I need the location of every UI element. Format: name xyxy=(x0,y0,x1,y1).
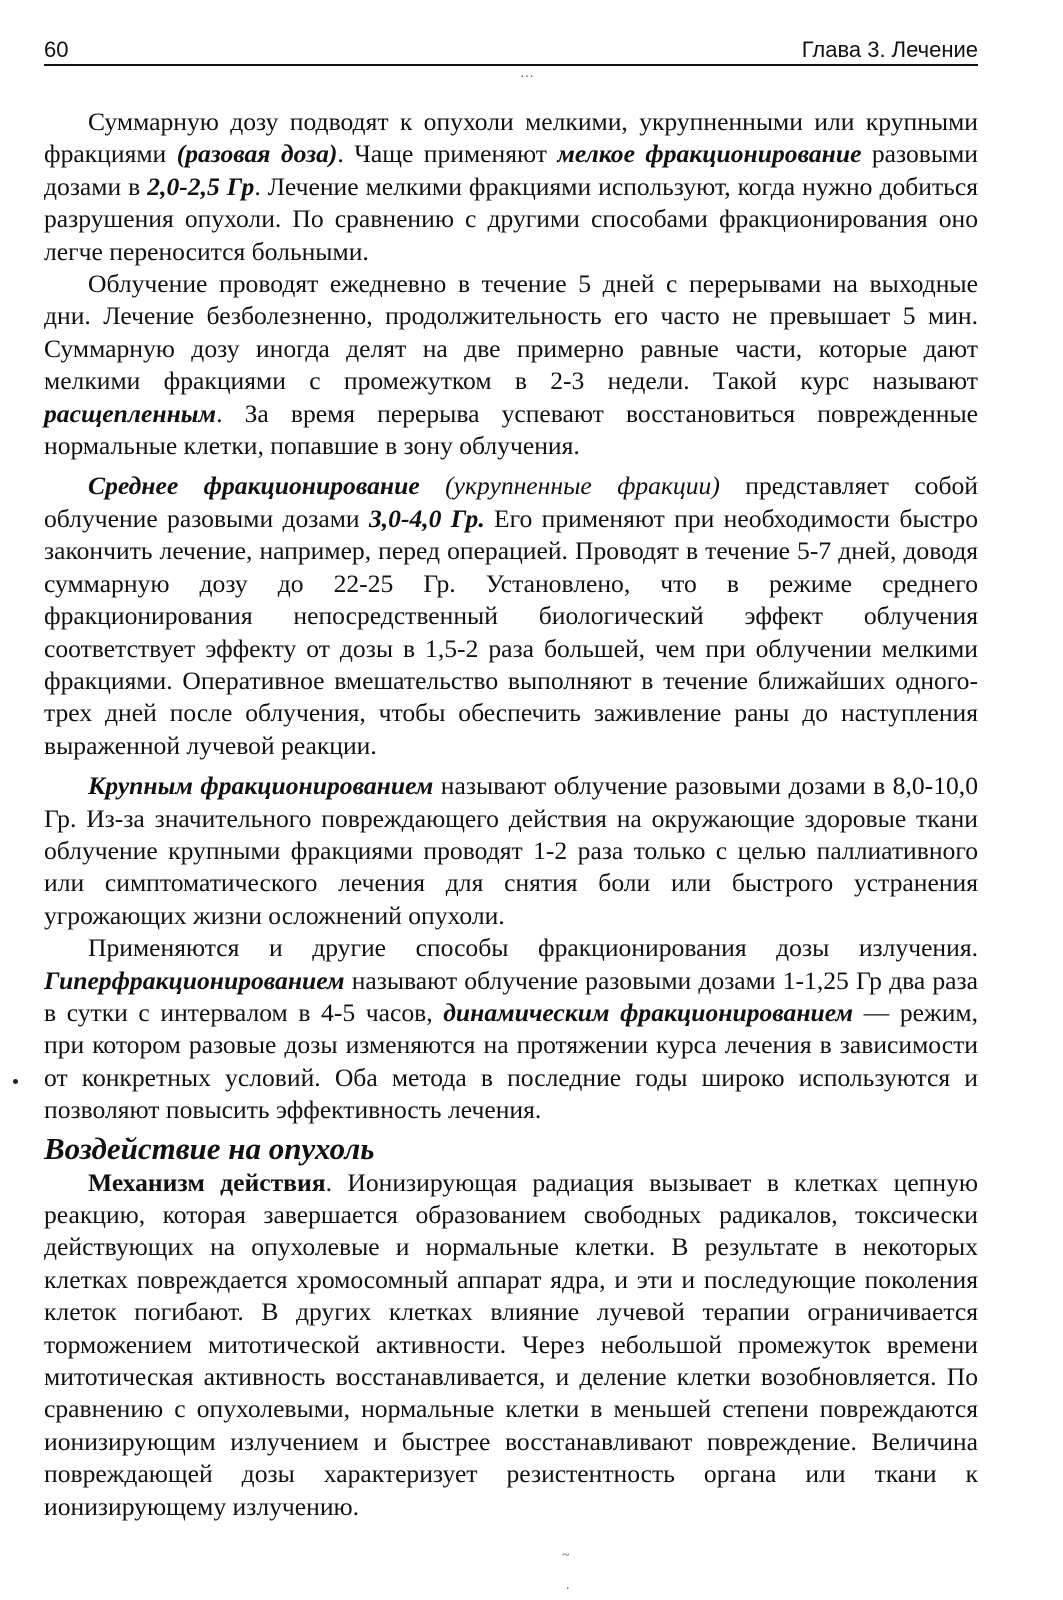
bold-term: Механизм действия xyxy=(88,1167,326,1197)
text-run: называют облучение разовыми дозами в 8,0-10,0 Гр. Из-за значительного повреждающего действия на окружающие здоровые ткани облучение крупными фракциями проводят 1-2 раза только с целью паллиативного или симптоматического лечения для снятия боли или быстрого устранения угрожающих жизни осложнений опухоли. xyxy=(44,771,978,930)
emphasis-term: расщепленным xyxy=(44,398,217,428)
paragraph-mechanism xyxy=(44,1167,978,1523)
page-number: 60 xyxy=(44,37,69,62)
text-run: Применяются и другие способы фракционирования дозы излучения. xyxy=(88,933,978,963)
paragraph-large-fractionation xyxy=(44,770,978,932)
emphasis-term: 2,0-2,5 Гр xyxy=(147,171,255,201)
paragraph-medium-fractionation xyxy=(44,470,978,762)
scan-artifact-mark: ··· xyxy=(520,70,534,85)
paragraph-daily-irradiation xyxy=(44,268,978,462)
text-run: . За время перерыва успевают восстановиться поврежденные нормальные клетки, попавшие в зону облучения. xyxy=(44,398,978,461)
text-run: разовыми дозами в xyxy=(44,139,978,201)
emphasis-term: мелкое фракционирование xyxy=(557,139,862,169)
text-run: . Чаще применяют xyxy=(337,139,558,169)
emphasis-term: (разовая доза) xyxy=(176,139,338,169)
main-text xyxy=(44,106,978,1523)
text-run: . Ионизирующая радиация вызывает в клетках цепную реакцию, которая завершается образованием свободных радикалов, токсически действующих на опухолевые и нормальные клетки. В результате в некоторых клетках повреждается хромосомный аппарат ядра, и эти и последующие поколения клеток погибают. В других клетках влияние лучевой терапии ограничивается торможением митотической активности. Через небольшой промежуток времени митотическая активность восстанавливается, и деление клетки возобновляется. По сравнению с опухолевыми, нормальные клетки в меньшей степени повреждаются ионизирующим излучением и быстрее восстанавливают повреждение. Величина повреждающей дозы характеризует резистентность органа или ткани к ионизирующему излучению. xyxy=(44,1167,978,1521)
page-header xyxy=(44,30,978,66)
text-run: . Лечение мелкими фракциями используют, когда нужно добиться разрушения опухоли. По сравнению с другими способами фракционирования оно легче переносится больными. xyxy=(44,171,978,266)
emphasis-term: динамическим фракционированием xyxy=(443,997,854,1027)
text-run: Облучение проводят ежедневно в течение 5 дней с перерывами на выходные дни. Лечение безболезненно, продолжительность его часто не превышает 5 мин. Суммарную дозу иногда делят на две примерно равные части, которые дают мелкими фракциями с промежутком в 2-3 недели. Такой курс называют xyxy=(44,269,978,396)
margin-dot-mark xyxy=(13,1079,18,1084)
paragraph-total-dose xyxy=(44,106,978,268)
emphasis-term: Гиперфракционированием xyxy=(44,965,345,995)
emphasis-term: Крупным фракционированием xyxy=(88,771,434,801)
text-run: называют облучение разовыми дозами 1-1,25 Гр два раза в сутки с интервалом в 4-5 часов, xyxy=(44,965,978,1027)
text-run: представляет собой облучение разовыми дозами xyxy=(44,471,978,533)
scan-artifact-mark: . xyxy=(566,1578,570,1593)
section-title: Воздействие на опухоль xyxy=(44,1130,375,1166)
text-run: Суммарную дозу подводят к опухоли мелкими, укрупненными или крупными фракциями xyxy=(44,107,978,169)
paragraph-other-methods xyxy=(44,932,978,1126)
text-run: — режим, при котором разовые дозы изменяются на протяжении курса лечения в зависимости от конкретных условий. Оба метода в последние годы широко используются и позволяют повысить эффективность лечения. xyxy=(44,997,978,1125)
scan-artifact-mark: ~ xyxy=(562,1548,570,1563)
emphasis-term: Среднее фракционирование xyxy=(88,471,420,501)
book-page xyxy=(44,30,978,1523)
running-title: Глава 3. Лечение xyxy=(801,37,978,62)
emphasis-term: 3,0-4,0 Гр. xyxy=(368,503,485,533)
italic-term: (укрупненные фракции) xyxy=(419,471,720,501)
text-run: Его применяют при необходимости быстро закончить лечение, например, перед операцией. Проводят в течение 5-7 дней, доводя суммарную дозу до 22-25 Гр. Установлено, что в режиме среднего фракционирования непосредственный биологический эффект облучения соответствует эффекту от дозы в 1,5-2 раза большей, чем при облучении мелкими фракциями. Оперативное вмешательство выполняют в течение ближайших одного-трех дней после облучения, чтобы обеспечить заживление раны до наступления выраженной лучевой реакции. xyxy=(44,503,978,760)
